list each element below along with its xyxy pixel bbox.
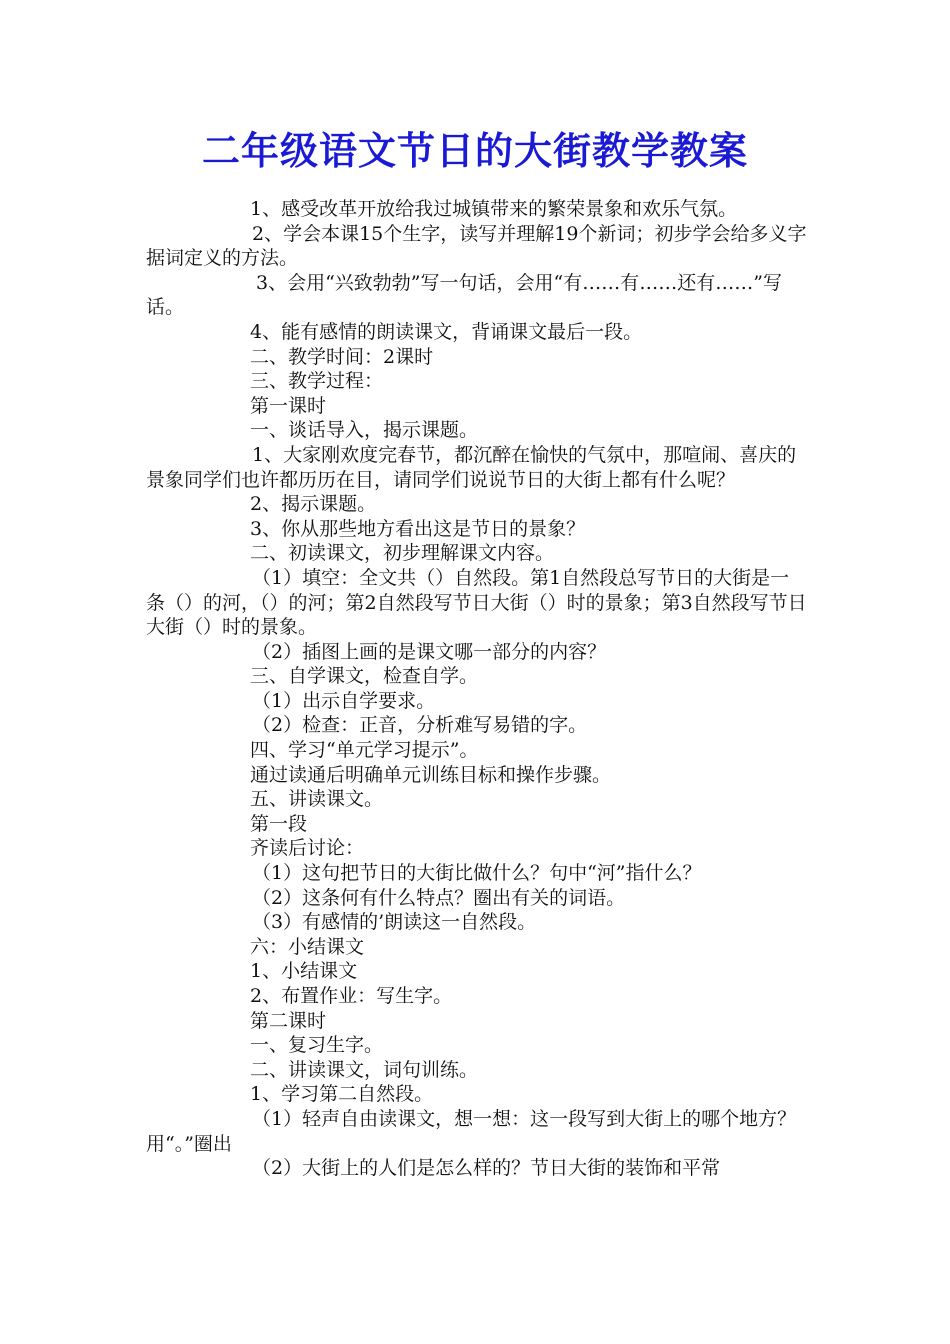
paragraph: 五、讲读课文。 <box>250 788 384 811</box>
document-body <box>146 197 808 1181</box>
paragraph: 2、布置作业：写生字。 <box>250 985 453 1007</box>
paragraph: （1）轻声自由读课文，想一想：这一段写到大街上的哪个地方？用“。”圈出 <box>146 1107 797 1155</box>
paragraph: （2）插图上画的是课文哪一部分的内容？ <box>252 640 607 663</box>
paragraph: 三、自学课文，检查自学。 <box>250 665 479 688</box>
paragraph: 3、会用“兴致勃勃”写一句话，会用“有……有……还有……”写话。 <box>146 271 782 319</box>
paragraph: 1、大家刚欢度完春节，都沉醉在愉快的气氛中，那喧闹、喜庆的景象同学们也许都历历在目，请同学们说说节日的大街上都有什么呢？ <box>146 443 797 491</box>
paragraph: （1）填空：全文共（）自然段。第1自然段总写节日的大街是一条（）的河，（）的河；第2自然段写节日大街（）时的景象；第3自然段写节日大街（）时的景象。 <box>146 566 807 639</box>
paragraph: 四、学习“单元学习提示”。 <box>250 739 479 762</box>
paragraph: 第一段 <box>250 812 308 835</box>
paragraph: 2、揭示课题。 <box>250 493 377 516</box>
paragraph: 通过读通后明确单元训练目标和操作步骤。 <box>250 763 612 786</box>
paragraph: 二、教学时间：2课时 <box>250 345 434 368</box>
paragraph: 4、能有感情的朗读课文，背诵课文最后一段。 <box>250 320 643 343</box>
paragraph: 1、学习第二自然段。 <box>250 1083 434 1106</box>
paragraph: 2、学会本课15个生字，读写并理解19个新词；初步学会给多义字据词定义的方法。 <box>146 222 807 270</box>
paragraph: （3）有感情的’朗读这一自然段。 <box>252 911 537 934</box>
paragraph: 三、教学过程： <box>250 370 384 393</box>
paragraph: 3、你从那些地方看出这是节日的景象？ <box>250 517 586 540</box>
paragraph: （2）这条何有什么特点？圈出有关的词语。 <box>252 886 626 909</box>
paragraph: 六：小结课文 <box>250 935 365 958</box>
paragraph: （1）这句把节日的大街比做什么？句中“河”指什么？ <box>252 862 702 885</box>
paragraph: 二、讲读课文，词句训练。 <box>250 1058 479 1081</box>
paragraph: 1、感受改革开放给我过城镇带来的繁荣景象和欢乐气氛。 <box>250 198 738 220</box>
paragraph: 二、初读课文，初步理解课文内容。 <box>250 542 555 565</box>
paragraph: 齐读后讨论： <box>250 837 365 860</box>
paragraph: （2）检查：正音，分析难写易错的字。 <box>252 714 588 737</box>
paragraph: 第一课时 <box>250 394 327 417</box>
paragraph: 一、复习生字。 <box>250 1034 384 1057</box>
paragraph: 第二课时 <box>250 1009 327 1032</box>
paragraph: （1）出示自学要求。 <box>252 689 436 712</box>
paragraph: 一、谈话导入，揭示课题。 <box>250 419 479 442</box>
paragraph: （2）大街上的人们是怎么样的？节日大街的装饰和平常 <box>252 1157 721 1180</box>
paragraph: 1、小结课文 <box>250 960 358 983</box>
document-title: 二年级语文节日的大街教学教案 <box>201 128 748 173</box>
